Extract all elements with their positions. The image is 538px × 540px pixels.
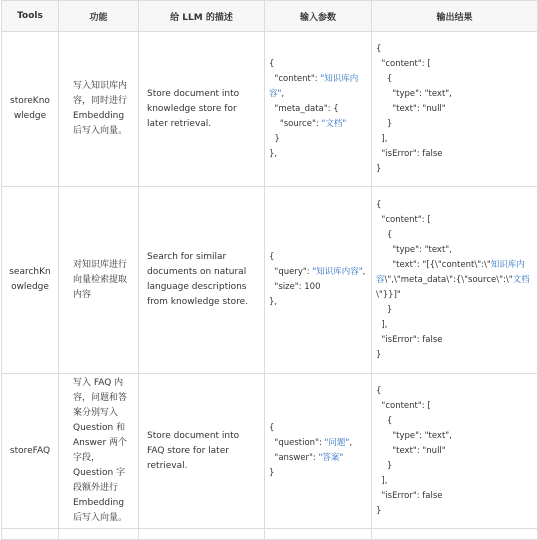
code-line <box>376 243 533 258</box>
code-text: "query": <box>269 267 313 277</box>
string-literal: "答案" <box>318 453 344 463</box>
input-code-block <box>269 57 367 162</box>
tool-output-result <box>372 32 538 187</box>
code-line <box>376 57 533 72</box>
code-line <box>376 489 533 504</box>
code-text: } <box>376 304 393 315</box>
code-text: "type": "text", <box>376 88 452 99</box>
code-text: } <box>269 133 280 144</box>
header-tools: Tools <box>2 1 59 32</box>
code-line <box>376 72 533 87</box>
code-line <box>269 132 367 147</box>
tool-name: storeKnowledge <box>2 32 59 187</box>
code-line <box>269 451 367 466</box>
code-text: , <box>281 88 285 99</box>
code-text: } <box>376 505 382 516</box>
input-code-block <box>269 421 367 481</box>
table-row-partial <box>2 529 538 540</box>
string-literal: "文档" <box>321 118 347 129</box>
code-text: "text": "null" <box>376 445 446 456</box>
code-text: \"}}]" <box>376 289 401 300</box>
code-line <box>376 444 533 459</box>
output-code-block <box>376 42 533 177</box>
code-text: "source": <box>269 118 322 129</box>
code-text: ], <box>376 319 388 330</box>
code-text: { <box>376 199 382 210</box>
table-row <box>2 32 538 187</box>
code-line <box>376 318 533 333</box>
empty-cell <box>372 529 538 540</box>
code-text: "type": "text", <box>376 244 452 255</box>
code-text: { <box>376 43 382 54</box>
code-text: { <box>376 385 382 396</box>
code-line <box>269 57 367 72</box>
code-text: } <box>269 468 275 478</box>
empty-cell <box>139 529 265 540</box>
code-line <box>376 117 533 132</box>
string-literal: "问题" <box>324 438 350 448</box>
code-line <box>269 265 367 280</box>
output-code-block <box>376 198 533 363</box>
code-text: { <box>269 423 275 433</box>
code-text: "size": 100 <box>269 282 321 292</box>
input-code-block <box>269 250 367 310</box>
code-line <box>376 132 533 147</box>
string-literal: 文档 <box>512 274 530 285</box>
code-text: } <box>376 118 393 129</box>
code-line <box>269 147 367 162</box>
code-line <box>376 414 533 429</box>
empty-cell <box>2 529 59 540</box>
code-line <box>376 228 533 243</box>
tool-output-result <box>372 187 538 374</box>
code-line <box>376 303 533 318</box>
code-line <box>376 348 533 363</box>
code-text: "isError": false <box>376 148 443 159</box>
tool-function: 写入 FAQ 内容，问题和答案分别写入 Question 和 Answer 两个字段，Question 字段额外进行 Embedding 后写入向量。 <box>59 374 139 529</box>
code-text: } <box>376 349 382 360</box>
code-line <box>376 42 533 57</box>
code-line <box>376 258 533 303</box>
code-line <box>269 102 367 117</box>
table-header-row <box>2 1 538 32</box>
code-text: { <box>376 229 393 240</box>
code-line <box>376 384 533 399</box>
tool-name: searchKnowledge <box>2 187 59 374</box>
code-line <box>269 117 367 132</box>
code-text: "text": "[{\"content\":\" <box>376 259 491 270</box>
string-literal: "知识库内容" <box>312 267 363 277</box>
empty-cell <box>59 529 139 540</box>
code-text: "content": [ <box>376 214 431 225</box>
code-text: "content": <box>269 73 321 84</box>
code-text: "type": "text", <box>376 430 452 441</box>
tool-function: 对知识库进行向量检索提取内容 <box>59 187 139 374</box>
code-text: }, <box>269 297 278 307</box>
code-text: , <box>349 438 353 448</box>
tool-input-params <box>265 187 372 374</box>
code-text: "isError": false <box>376 334 443 345</box>
code-text: "text": "null" <box>376 103 446 114</box>
code-line <box>269 466 367 481</box>
code-text: ], <box>376 133 388 144</box>
code-line <box>269 436 367 451</box>
code-text: \",\"meta_data\":{\"source\":\" <box>384 274 513 285</box>
code-line <box>376 504 533 519</box>
code-text: "question": <box>269 438 325 448</box>
code-line <box>376 429 533 444</box>
code-text: "content": [ <box>376 400 431 411</box>
code-line <box>376 474 533 489</box>
code-line <box>376 147 533 162</box>
table-row <box>2 374 538 529</box>
output-code-block <box>376 384 533 519</box>
code-line <box>269 280 367 295</box>
code-line <box>269 295 367 310</box>
code-line <box>269 421 367 436</box>
tool-llm-description: Search for similar documents on natural language descriptions from knowledge store. <box>139 187 265 374</box>
code-text: }, <box>269 148 278 159</box>
code-line <box>376 198 533 213</box>
code-line <box>269 250 367 265</box>
string-literal: "知识库内容" <box>269 73 359 99</box>
code-text: { <box>376 73 393 84</box>
code-line <box>376 87 533 102</box>
code-text: } <box>376 460 393 471</box>
code-text: { <box>269 252 275 262</box>
string-literal: 知识库内容 <box>376 259 525 285</box>
code-line <box>376 162 533 177</box>
table-row <box>2 187 538 374</box>
tool-llm-description: Store document into knowledge store for later retrieval. <box>139 32 265 187</box>
code-line <box>376 333 533 348</box>
code-line <box>376 399 533 414</box>
code-text: "meta_data": { <box>269 103 339 114</box>
code-line <box>376 213 533 228</box>
code-text: "content": [ <box>376 58 431 69</box>
tool-input-params <box>265 32 372 187</box>
tool-output-result <box>372 374 538 529</box>
header-function: 功能 <box>59 1 139 32</box>
header-llm-description: 给 LLM 的描述 <box>139 1 265 32</box>
code-text: } <box>376 163 382 174</box>
tool-llm-description: Store document into FAQ store for later retrieval. <box>139 374 265 529</box>
header-output-result: 输出结果 <box>372 1 538 32</box>
code-text: { <box>376 415 393 426</box>
code-text: "isError": false <box>376 490 443 501</box>
empty-cell <box>265 529 372 540</box>
code-line <box>269 72 367 102</box>
code-text: { <box>269 58 275 69</box>
code-text: , <box>362 267 366 277</box>
code-text: "answer": <box>269 453 319 463</box>
tool-input-params <box>265 374 372 529</box>
tools-table <box>1 0 538 540</box>
code-line <box>376 459 533 474</box>
code-line <box>376 102 533 117</box>
tool-name: storeFAQ <box>2 374 59 529</box>
header-input-params: 输入参数 <box>265 1 372 32</box>
code-text: ], <box>376 475 388 486</box>
tool-function: 写入知识库内容，同时进行 Embedding 后写入向量。 <box>59 32 139 187</box>
